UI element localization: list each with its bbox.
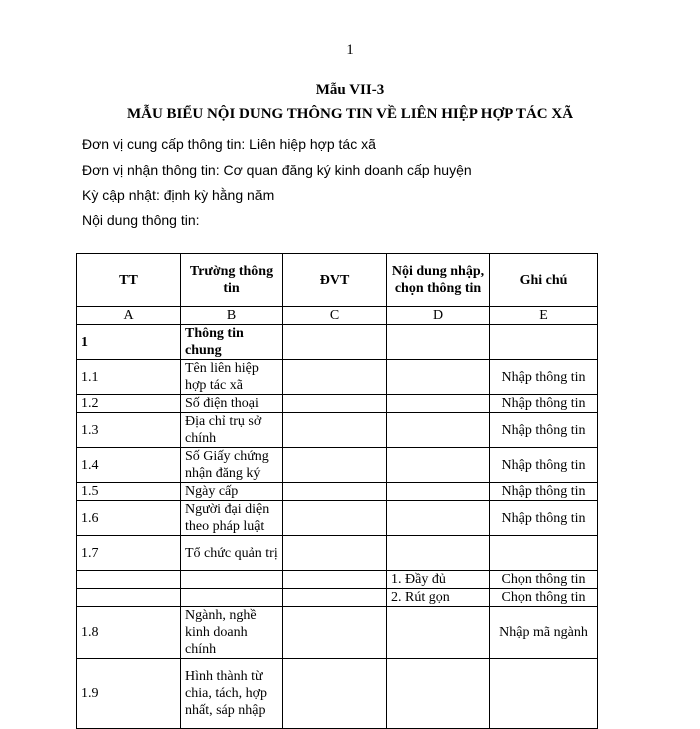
info-provider [82, 136, 376, 152]
row-note [490, 325, 598, 360]
info-receiver-value: Cơ quan đăng ký kinh doanh cấp huyện [223, 162, 472, 178]
table-row [77, 589, 598, 607]
letter-d: D [387, 307, 490, 325]
row-tt: 1 [77, 325, 181, 360]
row-content [387, 325, 490, 360]
row-field: Ngày cấp [181, 483, 283, 501]
table-row [77, 571, 598, 589]
row-unit [283, 659, 387, 729]
row-field: Địa chỉ trụ sở chính [181, 413, 283, 448]
row-content [387, 659, 490, 729]
info-provider-label: Đơn vị cung cấp thông tin: [82, 136, 246, 152]
row-note: Nhập thông tin [490, 501, 598, 536]
info-update-period-label: Kỳ cập nhật: [82, 187, 160, 203]
row-content: 2. Rút gọn [387, 589, 490, 607]
row-unit [283, 448, 387, 483]
row-field: Số Giấy chứng nhận đăng ký [181, 448, 283, 483]
table-header-row [77, 254, 598, 307]
row-tt [77, 571, 181, 589]
header-note: Ghi chú [490, 254, 598, 307]
row-field: Thông tin chung [181, 325, 283, 360]
header-unit: ĐVT [283, 254, 387, 307]
row-tt: 1.8 [77, 607, 181, 659]
row-note: Nhập thông tin [490, 483, 598, 501]
header-field: Trường thông tin [181, 254, 283, 307]
row-unit [283, 571, 387, 589]
row-unit [283, 501, 387, 536]
table-row [77, 448, 598, 483]
row-field [181, 571, 283, 589]
row-tt: 1.2 [77, 395, 181, 413]
table-row [77, 659, 598, 729]
row-field: Ngành, nghề kinh doanh chính [181, 607, 283, 659]
info-receiver-label: Đơn vị nhận thông tin: [82, 162, 220, 178]
info-update-period [82, 187, 274, 203]
info-content [82, 212, 200, 228]
row-unit [283, 589, 387, 607]
table-row [77, 413, 598, 448]
row-content [387, 607, 490, 659]
information-table [76, 253, 598, 729]
row-note: Chọn thông tin [490, 571, 598, 589]
row-note [490, 536, 598, 571]
row-note: Nhập thông tin [490, 395, 598, 413]
letter-c: C [283, 307, 387, 325]
row-field: Số điện thoại [181, 395, 283, 413]
row-field: Người đại diện theo pháp luật [181, 501, 283, 536]
row-tt: 1.4 [77, 448, 181, 483]
row-unit [283, 360, 387, 395]
info-provider-value: Liên hiệp hợp tác xã [249, 136, 376, 152]
row-unit [283, 325, 387, 360]
table-row [77, 501, 598, 536]
row-tt [77, 589, 181, 607]
row-field [181, 589, 283, 607]
row-unit [283, 413, 387, 448]
row-content [387, 483, 490, 501]
header-content: Nội dung nhập, chọn thông tin [387, 254, 490, 307]
table-row [77, 483, 598, 501]
row-field: Hình thành từ chia, tách, hợp nhất, sáp nhập [181, 659, 283, 729]
row-content [387, 395, 490, 413]
row-unit [283, 536, 387, 571]
row-content [387, 448, 490, 483]
row-tt: 1.3 [77, 413, 181, 448]
row-note: Chọn thông tin [490, 589, 598, 607]
info-update-period-value: định kỳ hằng năm [163, 187, 275, 203]
row-content [387, 501, 490, 536]
table-row [77, 325, 598, 360]
row-note [490, 659, 598, 729]
form-code: Mẫu VII-3 [315, 82, 385, 98]
table-row [77, 395, 598, 413]
row-note: Nhập thông tin [490, 413, 598, 448]
letter-b: B [181, 307, 283, 325]
row-unit [283, 395, 387, 413]
row-note: Nhập mã ngành [490, 607, 598, 659]
row-content [387, 536, 490, 571]
row-field: Tổ chức quản trị [181, 536, 283, 571]
row-content [387, 360, 490, 395]
row-unit [283, 483, 387, 501]
table-row [77, 607, 598, 659]
header-tt: TT [77, 254, 181, 307]
page-number: 1 [346, 42, 354, 58]
table-row [77, 536, 598, 571]
column-letter-row [77, 307, 598, 325]
letter-e: E [490, 307, 598, 325]
row-tt: 1.5 [77, 483, 181, 501]
row-tt: 1.7 [77, 536, 181, 571]
row-unit [283, 607, 387, 659]
info-receiver [82, 162, 472, 178]
letter-a: A [77, 307, 181, 325]
row-tt: 1.1 [77, 360, 181, 395]
table-row [77, 360, 598, 395]
row-content [387, 413, 490, 448]
row-tt: 1.6 [77, 501, 181, 536]
info-content-label: Nội dung thông tin: [82, 212, 200, 228]
row-note: Nhập thông tin [490, 448, 598, 483]
form-title: MẪU BIỂU NỘI DUNG THÔNG TIN VỀ LIÊN HIỆP HỢP TÁC XÃ [126, 106, 574, 122]
row-field: Tên liên hiệp hợp tác xã [181, 360, 283, 395]
row-note: Nhập thông tin [490, 360, 598, 395]
row-tt: 1.9 [77, 659, 181, 729]
row-content: 1. Đầy đủ [387, 571, 490, 589]
